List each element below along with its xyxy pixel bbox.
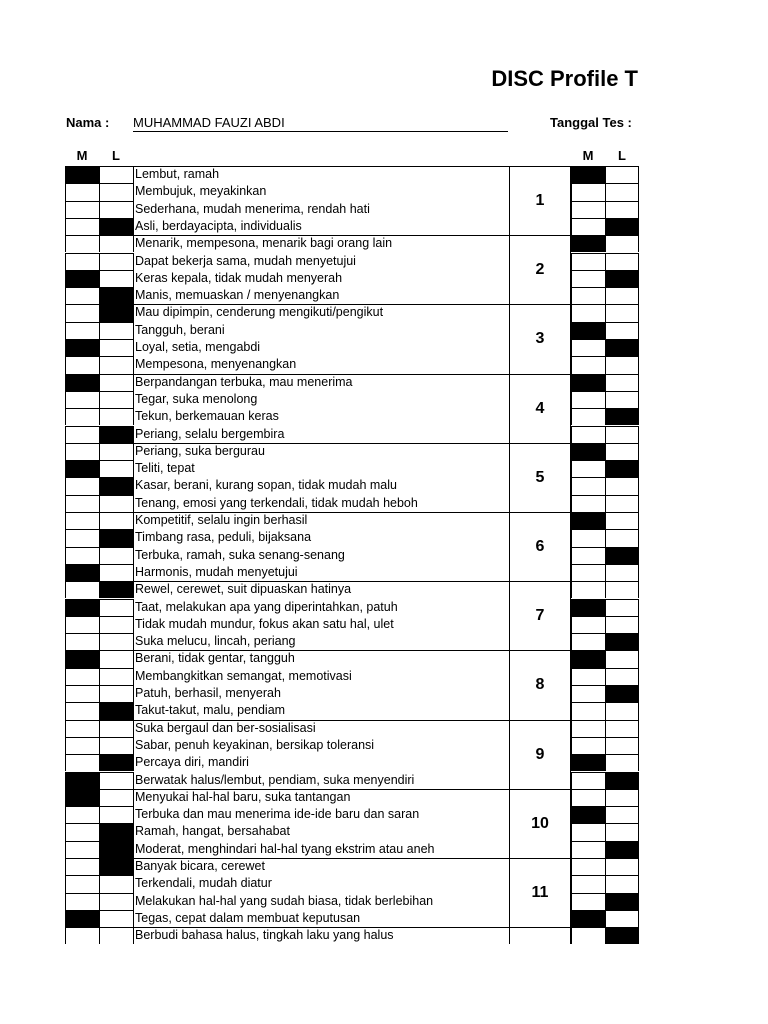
right-m-checkbox[interactable] [571, 391, 605, 408]
left-m-checkbox[interactable] [65, 287, 99, 304]
statement-text: Patuh, berhasil, menyerah [133, 685, 510, 702]
left-m-checkbox[interactable] [65, 789, 99, 806]
left-header-l: L [112, 148, 120, 163]
right-l-checkbox[interactable] [605, 512, 639, 529]
left-m-checkbox[interactable] [65, 581, 99, 598]
right-l-checkbox[interactable] [605, 650, 639, 667]
left-l-checkbox[interactable] [99, 754, 133, 771]
statement-text: Asli, berdayacipta, individualis [133, 218, 510, 235]
statement-row [0, 270, 768, 287]
left-m-checkbox[interactable] [65, 443, 99, 460]
statement-text: Kompetitif, selalu ingin berhasil [133, 512, 510, 529]
left-m-checkbox[interactable] [65, 166, 99, 183]
statement-row [0, 391, 768, 408]
statement-row [0, 564, 768, 581]
left-m-checkbox[interactable] [65, 702, 99, 719]
statement-text: Ramah, hangat, bersahabat [133, 823, 510, 840]
right-m-checkbox[interactable] [571, 339, 605, 356]
left-l-checkbox[interactable] [99, 304, 133, 321]
right-l-checkbox[interactable] [605, 322, 639, 339]
statement-row [0, 253, 768, 270]
statement-text: Suka melucu, lincah, periang [133, 633, 510, 650]
statement-row [0, 477, 768, 494]
right-l-checkbox[interactable] [605, 408, 639, 425]
right-l-checkbox[interactable] [605, 633, 639, 650]
statement-row [0, 668, 768, 685]
left-m-checkbox[interactable] [65, 304, 99, 321]
left-m-checkbox[interactable] [65, 927, 99, 944]
statement-row [0, 374, 768, 391]
statement-text: Mau dipimpin, cenderung mengikuti/pengikut [133, 304, 510, 321]
right-m-checkbox[interactable] [571, 789, 605, 806]
left-l-checkbox[interactable] [99, 823, 133, 840]
right-l-checkbox[interactable] [605, 529, 639, 546]
right-l-checkbox[interactable] [605, 806, 639, 823]
left-header-m: M [76, 148, 88, 163]
statement-text: Lembut, ramah [133, 166, 510, 183]
statement-row [0, 495, 768, 512]
right-l-checkbox[interactable] [605, 668, 639, 685]
left-m-checkbox[interactable] [65, 201, 99, 218]
right-m-checkbox[interactable] [571, 668, 605, 685]
statement-row [0, 754, 768, 771]
right-l-checkbox[interactable] [605, 841, 639, 858]
statement-row [0, 322, 768, 339]
right-m-checkbox[interactable] [571, 772, 605, 789]
left-l-checkbox[interactable] [99, 720, 133, 737]
right-l-checkbox[interactable] [605, 927, 639, 944]
right-m-checkbox[interactable] [571, 183, 605, 200]
right-l-checkbox[interactable] [605, 356, 639, 373]
left-l-checkbox[interactable] [99, 702, 133, 719]
left-l-checkbox[interactable] [99, 564, 133, 581]
left-m-checkbox[interactable] [65, 875, 99, 892]
statement-text: Percaya diri, mandiri [133, 754, 510, 771]
left-m-checkbox[interactable] [65, 426, 99, 443]
statement-row [0, 443, 768, 460]
group-number: 4 [510, 374, 571, 443]
left-m-checkbox[interactable] [65, 547, 99, 564]
right-l-checkbox[interactable] [605, 426, 639, 443]
right-l-checkbox[interactable] [605, 270, 639, 287]
statement-row [0, 339, 768, 356]
statement-row [0, 910, 768, 927]
statement-text: Kasar, berani, kurang sopan, tidak mudah malu [133, 477, 510, 494]
right-l-checkbox[interactable] [605, 183, 639, 200]
right-m-checkbox[interactable] [571, 512, 605, 529]
statement-text: Mempesona, menyenangkan [133, 356, 510, 373]
right-l-checkbox[interactable] [605, 477, 639, 494]
right-m-checkbox[interactable] [571, 529, 605, 546]
left-m-checkbox[interactable] [65, 374, 99, 391]
statement-row [0, 633, 768, 650]
right-m-checkbox[interactable] [571, 875, 605, 892]
statement-text: Tegas, cepat dalam membuat keputusan [133, 910, 510, 927]
left-l-checkbox[interactable] [99, 668, 133, 685]
left-m-checkbox[interactable] [65, 564, 99, 581]
right-m-checkbox[interactable] [571, 356, 605, 373]
left-m-checkbox[interactable] [65, 823, 99, 840]
statement-row [0, 166, 768, 183]
right-m-checkbox[interactable] [571, 408, 605, 425]
left-l-checkbox[interactable] [99, 374, 133, 391]
statement-row [0, 408, 768, 425]
right-m-checkbox[interactable] [571, 374, 605, 391]
left-m-checkbox[interactable] [65, 668, 99, 685]
page-title: DISC Profile T [491, 66, 638, 91]
left-m-checkbox[interactable] [65, 356, 99, 373]
right-m-checkbox[interactable] [571, 270, 605, 287]
right-m-checkbox[interactable] [571, 426, 605, 443]
right-l-checkbox[interactable] [605, 339, 639, 356]
left-l-checkbox[interactable] [99, 339, 133, 356]
left-m-checkbox[interactable] [65, 772, 99, 789]
statement-row [0, 650, 768, 667]
statement-text: Menyukai hal-hal baru, suka tantangan [133, 789, 510, 806]
statement-row [0, 201, 768, 218]
left-l-checkbox[interactable] [99, 685, 133, 702]
left-l-checkbox[interactable] [99, 910, 133, 927]
statement-text: Suka bergaul dan ber-sosialisasi [133, 720, 510, 737]
right-l-checkbox[interactable] [605, 823, 639, 840]
statement-row [0, 789, 768, 806]
right-l-checkbox[interactable] [605, 893, 639, 910]
right-l-checkbox[interactable] [605, 616, 639, 633]
right-m-checkbox[interactable] [571, 322, 605, 339]
statement-text: Berani, tidak gentar, tangguh [133, 650, 510, 667]
left-m-checkbox[interactable] [65, 460, 99, 477]
right-m-checkbox[interactable] [571, 304, 605, 321]
right-m-checkbox[interactable] [571, 564, 605, 581]
right-l-checkbox[interactable] [605, 374, 639, 391]
statement-row [0, 218, 768, 235]
left-l-checkbox[interactable] [99, 512, 133, 529]
statement-row [0, 512, 768, 529]
statement-text: Loyal, setia, mengabdi [133, 339, 510, 356]
statement-row [0, 685, 768, 702]
left-l-checkbox[interactable] [99, 927, 133, 944]
statement-row [0, 875, 768, 892]
right-l-checkbox[interactable] [605, 754, 639, 771]
statement-row [0, 841, 768, 858]
statement-row [0, 720, 768, 737]
right-l-checkbox[interactable] [605, 858, 639, 875]
left-m-checkbox[interactable] [65, 529, 99, 546]
left-m-checkbox[interactable] [65, 754, 99, 771]
statement-row [0, 823, 768, 840]
left-m-checkbox[interactable] [65, 599, 99, 616]
right-m-checkbox[interactable] [571, 495, 605, 512]
right-m-checkbox[interactable] [571, 806, 605, 823]
right-l-checkbox[interactable] [605, 720, 639, 737]
right-m-checkbox[interactable] [571, 702, 605, 719]
right-m-checkbox[interactable] [571, 599, 605, 616]
statement-text: Periang, selalu bergembira [133, 426, 510, 443]
statement-text: Terbuka dan mau menerima ide-ide baru dan saran [133, 806, 510, 823]
statement-row [0, 616, 768, 633]
left-l-checkbox[interactable] [99, 737, 133, 754]
right-m-checkbox[interactable] [571, 287, 605, 304]
statement-text: Tidak mudah mundur, fokus akan satu hal, ulet [133, 616, 510, 633]
statement-text: Taat, melakukan apa yang diperintahkan, patuh [133, 599, 510, 616]
left-l-checkbox[interactable] [99, 460, 133, 477]
left-m-checkbox[interactable] [65, 858, 99, 875]
statement-text: Menarik, mempesona, menarik bagi orang lain [133, 235, 510, 252]
statement-row [0, 737, 768, 754]
right-l-checkbox[interactable] [605, 910, 639, 927]
statement-row [0, 772, 768, 789]
left-l-checkbox[interactable] [99, 322, 133, 339]
left-m-checkbox[interactable] [65, 841, 99, 858]
left-m-checkbox[interactable] [65, 235, 99, 252]
right-m-checkbox[interactable] [571, 218, 605, 235]
statement-row [0, 529, 768, 546]
right-l-checkbox[interactable] [605, 443, 639, 460]
nama-label: Nama : [66, 115, 110, 130]
left-m-checkbox[interactable] [65, 477, 99, 494]
statement-text: Tangguh, berani [133, 322, 510, 339]
left-l-checkbox[interactable] [99, 426, 133, 443]
statement-text: Berwatak halus/lembut, pendiam, suka menyendiri [133, 772, 510, 789]
statement-row [0, 426, 768, 443]
right-l-checkbox[interactable] [605, 235, 639, 252]
statement-text: Banyak bicara, cerewet [133, 858, 510, 875]
statement-text: Takut-takut, malu, pendiam [133, 702, 510, 719]
left-m-checkbox[interactable] [65, 685, 99, 702]
right-l-checkbox[interactable] [605, 391, 639, 408]
right-m-checkbox[interactable] [571, 858, 605, 875]
statement-text: Teliti, tepat [133, 460, 510, 477]
statement-text: Manis, memuaskan / menyenangkan [133, 287, 510, 304]
left-m-checkbox[interactable] [65, 495, 99, 512]
right-m-checkbox[interactable] [571, 633, 605, 650]
group-number: 1 [510, 166, 571, 235]
statement-row [0, 460, 768, 477]
statement-text: Tegar, suka menolong [133, 391, 510, 408]
left-m-checkbox[interactable] [65, 512, 99, 529]
left-m-checkbox[interactable] [65, 183, 99, 200]
left-m-checkbox[interactable] [65, 737, 99, 754]
right-l-checkbox[interactable] [605, 201, 639, 218]
statement-text: Tekun, berkemauan keras [133, 408, 510, 425]
right-m-checkbox[interactable] [571, 650, 605, 667]
left-l-checkbox[interactable] [99, 893, 133, 910]
right-m-checkbox[interactable] [571, 547, 605, 564]
right-m-checkbox[interactable] [571, 737, 605, 754]
left-l-checkbox[interactable] [99, 495, 133, 512]
group-number: 11 [510, 858, 571, 927]
statement-row [0, 304, 768, 321]
statement-row [0, 927, 768, 944]
group-number: 7 [510, 581, 571, 650]
right-l-checkbox[interactable] [605, 599, 639, 616]
left-l-checkbox[interactable] [99, 633, 133, 650]
tanggal-tes-label: Tanggal Tes : [550, 115, 632, 130]
left-l-checkbox[interactable] [99, 650, 133, 667]
right-m-checkbox[interactable] [571, 927, 605, 944]
statement-text: Terkendali, mudah diatur [133, 875, 510, 892]
right-l-checkbox[interactable] [605, 218, 639, 235]
statement-text: Rewel, cerewet, suit dipuaskan hatinya [133, 581, 510, 598]
statement-text: Tenang, emosi yang terkendali, tidak mudah heboh [133, 495, 510, 512]
right-l-checkbox[interactable] [605, 287, 639, 304]
left-l-checkbox[interactable] [99, 529, 133, 546]
statement-row [0, 893, 768, 910]
left-l-checkbox[interactable] [99, 581, 133, 598]
right-header-l: L [618, 148, 626, 163]
statement-text: Membujuk, meyakinkan [133, 183, 510, 200]
right-l-checkbox[interactable] [605, 581, 639, 598]
left-l-checkbox[interactable] [99, 183, 133, 200]
left-m-checkbox[interactable] [65, 650, 99, 667]
left-l-checkbox[interactable] [99, 789, 133, 806]
left-m-checkbox[interactable] [65, 391, 99, 408]
right-l-checkbox[interactable] [605, 166, 639, 183]
right-m-checkbox[interactable] [571, 823, 605, 840]
right-l-checkbox[interactable] [605, 702, 639, 719]
left-l-checkbox[interactable] [99, 858, 133, 875]
statement-row [0, 858, 768, 875]
left-m-checkbox[interactable] [65, 218, 99, 235]
left-l-checkbox[interactable] [99, 841, 133, 858]
right-m-checkbox[interactable] [571, 460, 605, 477]
right-l-checkbox[interactable] [605, 304, 639, 321]
statement-text: Sabar, penuh keyakinan, bersikap toleransi [133, 737, 510, 754]
statement-row [0, 547, 768, 564]
right-m-checkbox[interactable] [571, 477, 605, 494]
right-l-checkbox[interactable] [605, 495, 639, 512]
group-number: 5 [510, 443, 571, 512]
statement-text: Sederhana, mudah menerima, rendah hati [133, 201, 510, 218]
right-header-m: M [582, 148, 594, 163]
left-l-checkbox[interactable] [99, 235, 133, 252]
left-m-checkbox[interactable] [65, 910, 99, 927]
group-number: 6 [510, 512, 571, 581]
left-m-checkbox[interactable] [65, 322, 99, 339]
right-m-checkbox[interactable] [571, 443, 605, 460]
left-l-checkbox[interactable] [99, 201, 133, 218]
nama-value: MUHAMMAD FAUZI ABDI [133, 115, 508, 132]
right-l-checkbox[interactable] [605, 789, 639, 806]
right-m-checkbox[interactable] [571, 720, 605, 737]
left-l-checkbox[interactable] [99, 391, 133, 408]
right-l-checkbox[interactable] [605, 547, 639, 564]
left-m-checkbox[interactable] [65, 339, 99, 356]
left-l-checkbox[interactable] [99, 166, 133, 183]
right-m-checkbox[interactable] [571, 910, 605, 927]
group-number: 3 [510, 304, 571, 373]
statement-text: Terbuka, ramah, suka senang-senang [133, 547, 510, 564]
statement-text: Dapat bekerja sama, mudah menyetujui [133, 253, 510, 270]
left-m-checkbox[interactable] [65, 720, 99, 737]
statement-text: Berbudi bahasa halus, tingkah laku yang halus [133, 927, 510, 944]
right-l-checkbox[interactable] [605, 737, 639, 754]
left-l-checkbox[interactable] [99, 253, 133, 270]
statement-row [0, 287, 768, 304]
right-l-checkbox[interactable] [605, 685, 639, 702]
right-m-checkbox[interactable] [571, 581, 605, 598]
right-l-checkbox[interactable] [605, 564, 639, 581]
group-number: 2 [510, 235, 571, 304]
left-l-checkbox[interactable] [99, 408, 133, 425]
left-l-checkbox[interactable] [99, 875, 133, 892]
left-m-checkbox[interactable] [65, 806, 99, 823]
left-l-checkbox[interactable] [99, 772, 133, 789]
statement-row [0, 235, 768, 252]
left-m-checkbox[interactable] [65, 616, 99, 633]
left-l-checkbox[interactable] [99, 356, 133, 373]
group-number [510, 927, 571, 944]
statement-text: Harmonis, mudah menyetujui [133, 564, 510, 581]
left-m-checkbox[interactable] [65, 893, 99, 910]
right-m-checkbox[interactable] [571, 754, 605, 771]
left-m-checkbox[interactable] [65, 270, 99, 287]
statement-text: Membangkitkan semangat, memotivasi [133, 668, 510, 685]
left-l-checkbox[interactable] [99, 806, 133, 823]
statement-text: Moderat, menghindari hal-hal tyang ekstrim atau aneh [133, 841, 510, 858]
statement-text: Keras kepala, tidak mudah menyerah [133, 270, 510, 287]
right-m-checkbox[interactable] [571, 841, 605, 858]
statement-row [0, 599, 768, 616]
left-m-checkbox[interactable] [65, 408, 99, 425]
statement-text: Berpandangan terbuka, mau menerima [133, 374, 510, 391]
right-l-checkbox[interactable] [605, 460, 639, 477]
right-l-checkbox[interactable] [605, 253, 639, 270]
right-m-checkbox[interactable] [571, 235, 605, 252]
group-number: 10 [510, 789, 571, 858]
statement-row [0, 356, 768, 373]
right-m-checkbox[interactable] [571, 166, 605, 183]
right-l-checkbox[interactable] [605, 875, 639, 892]
statement-text: Periang, suka bergurau [133, 443, 510, 460]
right-m-checkbox[interactable] [571, 253, 605, 270]
left-m-checkbox[interactable] [65, 253, 99, 270]
left-l-checkbox[interactable] [99, 443, 133, 460]
left-l-checkbox[interactable] [99, 616, 133, 633]
statement-row [0, 806, 768, 823]
left-l-checkbox[interactable] [99, 218, 133, 235]
left-l-checkbox[interactable] [99, 287, 133, 304]
statement-text: Melakukan hal-hal yang sudah biasa, tidak berlebihan [133, 893, 510, 910]
right-m-checkbox[interactable] [571, 685, 605, 702]
left-l-checkbox[interactable] [99, 270, 133, 287]
right-m-checkbox[interactable] [571, 616, 605, 633]
left-l-checkbox[interactable] [99, 599, 133, 616]
statement-row [0, 581, 768, 598]
left-l-checkbox[interactable] [99, 477, 133, 494]
group-number: 9 [510, 720, 571, 789]
statement-text: Timbang rasa, peduli, bijaksana [133, 529, 510, 546]
right-m-checkbox[interactable] [571, 201, 605, 218]
right-l-checkbox[interactable] [605, 772, 639, 789]
statement-row [0, 183, 768, 200]
group-number: 8 [510, 650, 571, 719]
left-l-checkbox[interactable] [99, 547, 133, 564]
right-m-checkbox[interactable] [571, 893, 605, 910]
left-m-checkbox[interactable] [65, 633, 99, 650]
statement-row [0, 702, 768, 719]
